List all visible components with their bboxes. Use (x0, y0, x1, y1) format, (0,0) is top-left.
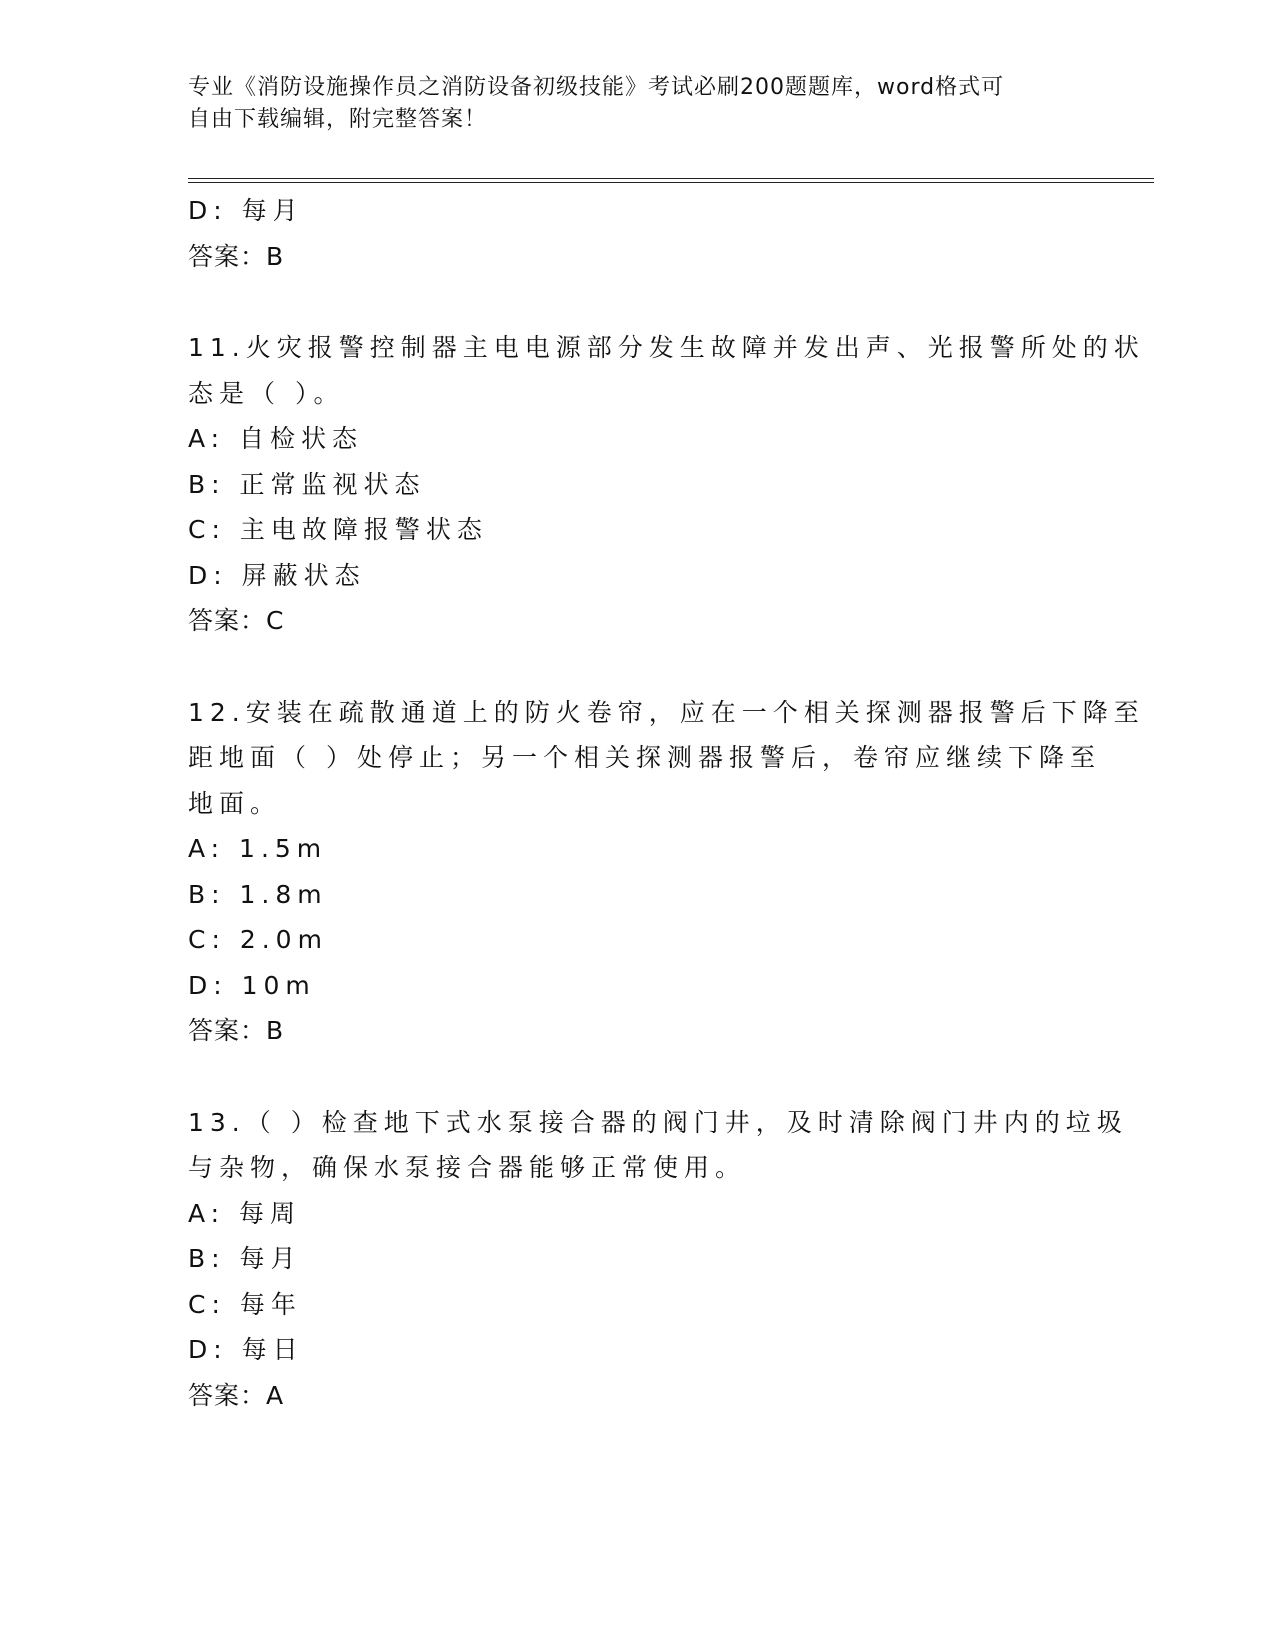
question-text: 距地面（ ）处停止；另一个相关探测器报警后，卷帘应继续下降至 (188, 743, 1101, 772)
question-text: 地面。 (188, 788, 282, 818)
answer-line: 答案：B (188, 241, 285, 271)
option-c: C: 2.0m (188, 925, 328, 954)
option-b: B: 每月 (188, 1244, 302, 1273)
option-c: C: 主电故障报警状态 (188, 515, 488, 544)
answer-line: 答案：C (188, 606, 285, 635)
option-d: D: 每日 (188, 1335, 304, 1364)
question-text: 与杂物，确保水泵接合器能够正常使用。 (188, 1153, 747, 1182)
question-text: 13.（ ）检查地下式水泵接合器的阀门井，及时清除阀门井内的垃圾 (188, 1107, 1128, 1137)
option-b: B: 1.8m (188, 879, 328, 909)
option-b: B: 正常监视状态 (188, 469, 426, 499)
option-c: C: 每年 (188, 1289, 302, 1319)
header-rule-bottom (188, 182, 1154, 183)
header-line-1: 专业《消防设施操作员之消防设备初级技能》考试必刷200题题库，word格式可 (188, 75, 1005, 100)
option-a: A: 1.5m (188, 834, 328, 863)
document-body (188, 188, 1145, 1418)
question-13 (188, 1100, 1128, 1419)
option-d: D: 每月 (188, 196, 304, 225)
spacer (188, 279, 1088, 325)
question-text: 态是（ ）。 (188, 378, 345, 408)
question-text: 12.安装在疏散通道上的防火卷帘，应在一个相关探测器报警后下降至 (188, 697, 1145, 727)
page-header (188, 72, 1068, 136)
spacer (188, 1054, 1088, 1100)
header-rule-top (188, 178, 1154, 179)
answer-line: 答案：A (188, 1380, 285, 1410)
question-text: 11.火灾报警控制器主电电源部分发生故障并发出声、光报警所处的状 (188, 333, 1145, 362)
header-line-2: 自由下载编辑，附完整答案！ (188, 107, 488, 132)
option-d: D: 屏蔽状态 (188, 560, 366, 590)
answer-line: 答案：B (188, 1016, 285, 1045)
question-12 (188, 690, 1145, 1054)
option-d: D: 10m (188, 970, 316, 1000)
question-11 (188, 325, 1145, 644)
option-a: A: 自检状态 (188, 424, 364, 453)
option-a: A: 每周 (188, 1198, 302, 1228)
spacer (188, 644, 1088, 690)
